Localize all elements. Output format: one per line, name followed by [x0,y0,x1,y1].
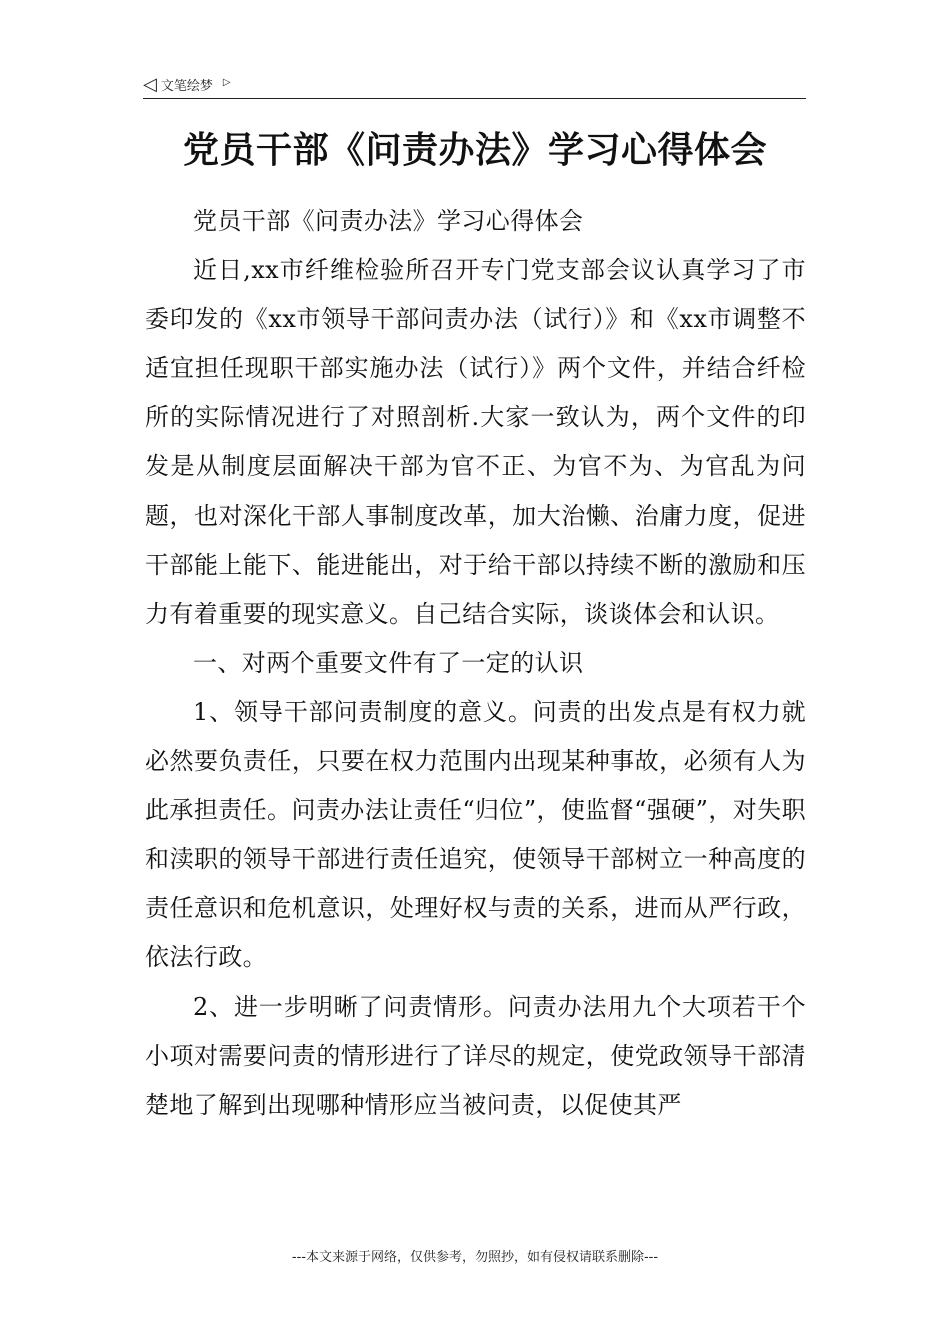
document-title: 党员干部《问责办法》学习心得体会 [182,129,767,171]
paragraph-point-2: 2、进一步明晰了问责情形。问责办法用九个大项若干个小项对需要问责的情形进行了详尽的规定，使党政领导干部清楚地了解到出现哪种情形应当被问责，以促使其严 [145,992,806,1119]
header-brand [143,74,231,94]
brand-name: 文笔绘梦 [160,78,213,94]
paragraph-subtitle: 党员干部《问责办法》学习心得体会 [193,207,584,235]
triangle-right-icon: ▷ [222,76,231,88]
document-body [145,197,806,1130]
triangle-left-icon: ◁ [143,73,157,95]
page-header [143,72,806,99]
paragraph-point-1: 1、领导干部问责制度的意义。问责的出发点是有权力就必然要负责任，只要在权力范围内出现某种事故，必须有人为此承担责任。问责办法让责任“归位”，使监督“强硬”，对失职和渎职的领导干部进行责任追究，使领导干部树立一种高度的责任意识和危机意识，处理好权与责的关系，进而从严行政，依法行政。 [145,697,806,972]
paragraph-intro: 近日,xx市纤维检验所召开专门党支部会议认真学习了市委印发的《xx市领导干部问责办法（试行）》和《xx市调整不适宜担任现职干部实施办法（试行）》两个文件，并结合纤检所的实际情况进行了对照剖析.大家一致认为，两个文件的印发是从制度层面解决干部为官不正、为官不为、为官乱为问题，也对深化干部人事制度改革，加大治懒、治庸力度，促进干部能上能下、能进能出，对于给干部以持续不断的激励和压力有着重要的现实意义。自己结合实际，谈谈体会和认识。 [145,256,806,628]
footer-notice: ---本文来源于网络，仅供参考，勿照抄，如有侵权请联系删除--- [291,1250,659,1265]
section-heading: 一、对两个重要文件有了一定的认识 [193,648,584,677]
